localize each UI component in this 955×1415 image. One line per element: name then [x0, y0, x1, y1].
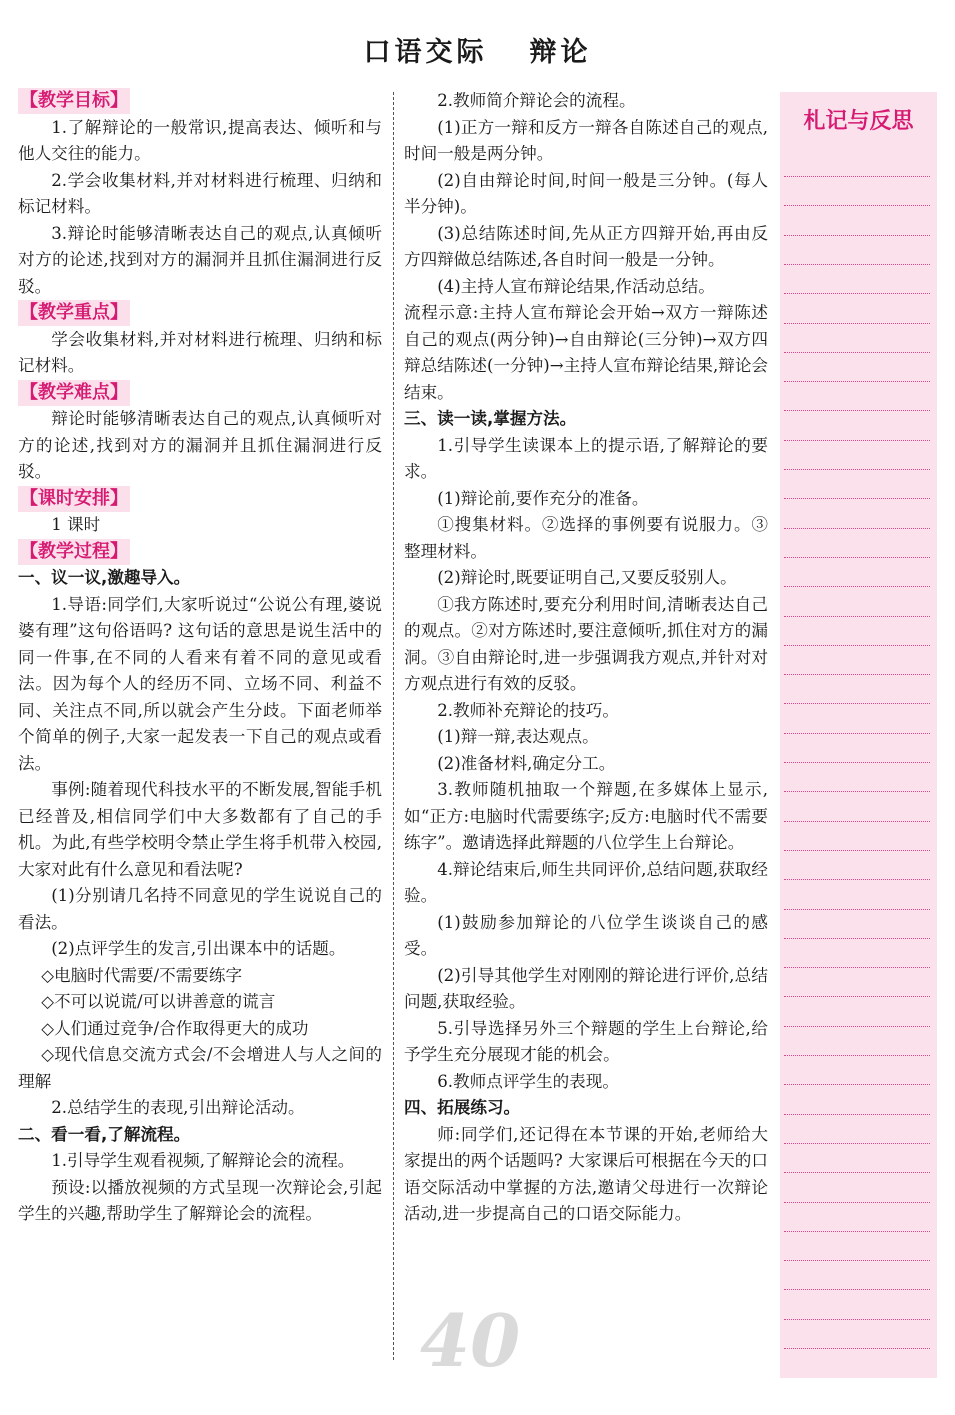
- subheading: 三、读一读,掌握方法。: [404, 409, 577, 428]
- paragraph: 学会收集材料,并对材料进行梳理、归纳和标记材料。: [18, 329, 382, 375]
- paragraph: (1)鼓励参加辩论的八位学生谈谈自己的感受。: [404, 912, 768, 958]
- left-column: [18, 88, 382, 1228]
- subheading: 一、议一议,激趣导入。: [18, 568, 191, 587]
- paragraph: 2.教师简介辩论会的流程。: [437, 91, 636, 110]
- paragraph: (2)自由辩论时间,时间一般是三分钟。(每人半分钟)。: [404, 170, 768, 216]
- paragraph: 事例:随着现代科技水平的不断发展,智能手机已经普及,相信同学们中大多数都有了自己的手机。为此,有些学校明令禁止学生将手机带入校园,大家对此有什么意见和看法呢?: [18, 780, 382, 879]
- notes-writing-line: [784, 235, 930, 236]
- paragraph: (2)辩论时,既要证明自己,又要反驳别人。: [437, 568, 737, 587]
- notes-writing-line: [784, 381, 930, 382]
- notes-writing-line: [784, 323, 930, 324]
- notes-writing-line: [784, 440, 930, 441]
- notes-writing-line: [784, 293, 930, 294]
- notes-writing-line: [784, 1084, 930, 1085]
- paragraph: 6.教师点评学生的表现。: [437, 1071, 619, 1091]
- section-heading-goals: 【教学目标】: [18, 88, 382, 115]
- notes-writing-line: [784, 733, 930, 734]
- paragraph: 1.引导学生观看视频,了解辩论会的流程。: [51, 1151, 355, 1170]
- paragraph: 流程示意:主持人宣布辩论会开始→双方一辩陈述自己的观点(两分钟)→自由辩论(三分钟)→双方四辩总结陈述(一分钟)→主持人宣布辩论结果,辩论会结束。: [404, 303, 768, 402]
- notes-writing-line: [784, 1231, 930, 1232]
- notes-writing-line: [784, 791, 930, 792]
- title-part-2: 辩论: [529, 37, 592, 68]
- notes-writing-line: [784, 528, 930, 529]
- paragraph: 1.导语:同学们,大家听说过“公说公有理,婆说婆有理”这句俗语吗? 这句话的意思是说生活中的同一件事,在不同的人看来有着不同的意见或看法。因为每个人的经历不同、立场不同、利益不同、关注点不同,所以就会产生分歧。下面老师举个简单的例子,大家一起发表一下自己的观点或看法。: [18, 594, 382, 773]
- page-title: [0, 30, 955, 69]
- topic-item: ◇现代信息交流方式会/不会增进人与人之间的理解: [18, 1045, 382, 1091]
- paragraph: (1)辩一辩,表达观点。: [437, 727, 599, 746]
- notes-writing-line: [784, 703, 930, 704]
- notes-writing-line: [784, 850, 930, 851]
- notes-writing-line: [784, 1348, 930, 1349]
- notes-sidebar-title: 札记与反思: [803, 109, 914, 134]
- notes-writing-line: [784, 967, 930, 968]
- paragraph: 2.总结学生的表现,引出辩论活动。: [51, 1098, 305, 1117]
- paragraph: ①我方陈述时,要充分利用时间,清晰表达自己的观点。②对方陈述时,要注意倾听,抓住对方的漏洞。③自由辩论时,进一步强调我方观点,并针对对方观点进行有效的反驳。: [404, 594, 768, 693]
- notes-writing-line: [784, 557, 930, 558]
- notes-writing-line: [784, 1055, 930, 1056]
- topic-item: ◇人们通过竞争/合作取得更大的成功: [41, 1018, 309, 1038]
- page-number: 40: [420, 1298, 521, 1383]
- paragraph: (1)辩论前,要作充分的准备。: [437, 488, 649, 508]
- notes-writing-line: [784, 1289, 930, 1290]
- notes-writing-line: [784, 1114, 930, 1115]
- notes-writing-line: [784, 674, 930, 675]
- paragraph: 1.了解辩论的一般常识,提高表达、倾听和与他人交往的能力。: [18, 117, 382, 163]
- notes-writing-line: [784, 996, 930, 997]
- notes-sidebar: [780, 92, 937, 1378]
- paragraph: 2.教师补充辩论的技巧。: [437, 700, 619, 720]
- paragraph: 5.引导选择另外三个辩题的学生上台辩论,给予学生充分展现才能的机会。: [404, 1018, 768, 1064]
- section-heading-key-points: 【教学重点】: [18, 300, 382, 327]
- paragraph: 4.辩论结束后,师生共同评价,总结问题,获取经验。: [404, 859, 768, 905]
- paragraph: (1)正方一辩和反方一辩各自陈述自己的观点,时间一般是两分钟。: [404, 117, 768, 163]
- notes-writing-line: [784, 879, 930, 880]
- topic-item: ◇不可以说谎/可以讲善意的谎言: [41, 992, 276, 1011]
- paragraph: (2)准备材料,确定分工。: [437, 753, 616, 773]
- paragraph: (3)总结陈述时间,先从正方四辩开始,再由反方四辩做总结陈述,各自时间一般是一分钟。: [404, 223, 768, 269]
- notes-writing-line: [784, 264, 930, 265]
- notes-writing-line: [784, 938, 930, 939]
- section-heading-process: 【教学过程】: [18, 539, 382, 566]
- notes-writing-line: [784, 821, 930, 822]
- notes-writing-line: [784, 1319, 930, 1320]
- topic-item: ◇电脑时代需要/不需要练字: [41, 965, 243, 985]
- notes-writing-line: [784, 176, 930, 177]
- notes-writing-line: [784, 1143, 930, 1144]
- notes-writing-line: [784, 909, 930, 910]
- notes-writing-line: [784, 1172, 930, 1173]
- notes-writing-line: [784, 1202, 930, 1203]
- notes-writing-line: [784, 616, 930, 617]
- notes-writing-line: [784, 410, 930, 411]
- paragraph: 2.学会收集材料,并对材料进行梳理、归纳和标记材料。: [18, 170, 382, 216]
- notes-writing-line: [784, 352, 930, 353]
- middle-column: [404, 88, 768, 1228]
- paragraph: ①搜集材料。②选择的事例要有说服力。③整理材料。: [404, 515, 768, 561]
- paragraph: (2)点评学生的发言,引出课本中的话题。: [51, 939, 346, 958]
- title-part-1: 口语交际: [363, 37, 488, 68]
- paragraph: 辩论时能够清晰表达自己的观点,认真倾听对方的论述,找到对方的漏洞并且抓住漏洞进行反驳。: [18, 409, 382, 481]
- column-divider: [393, 92, 394, 1360]
- notes-writing-line: [784, 762, 930, 763]
- paragraph: 3.教师随机抽取一个辩题,在多媒体上显示,如“正方:电脑时代需要练字;反方:电脑时代不需要练字”。邀请选择此辩题的八位学生上台辩论。: [404, 780, 768, 852]
- subheading: 二、看一看,了解流程。: [18, 1124, 191, 1144]
- paragraph: 1.引导学生读课本上的提示语,了解辩论的要求。: [404, 435, 768, 481]
- notes-writing-line: [784, 586, 930, 587]
- notes-writing-line: [784, 469, 930, 470]
- notes-writing-line: [784, 645, 930, 646]
- paragraph: (1)分别请几名持不同意见的学生说说自己的看法。: [18, 886, 382, 932]
- paragraph: 师:同学们,还记得在本节课的开始,老师给大家提出的两个话题吗? 大家课后可根据在今天的口语交际活动中掌握的方法,邀请父母进行一次辩论活动,进一步提高自己的口语交际能力。: [404, 1124, 768, 1223]
- notes-writing-line: [784, 1260, 930, 1261]
- notes-writing-line: [784, 498, 930, 499]
- section-heading-difficulties: 【教学难点】: [18, 380, 382, 407]
- paragraph: (4)主持人宣布辩论结果,作活动总结。: [437, 276, 715, 296]
- subheading: 四、拓展练习。: [404, 1098, 521, 1117]
- notes-writing-line: [784, 1026, 930, 1027]
- paragraph: 预设:以播放视频的方式呈现一次辩论会,引起学生的兴趣,帮助学生了解辩论会的流程。: [18, 1177, 382, 1223]
- paragraph: (2)引导其他学生对刚刚的辩论进行评价,总结问题,获取经验。: [404, 965, 768, 1011]
- section-heading-schedule: 【课时安排】: [18, 486, 382, 513]
- paragraph: 1 课时: [51, 515, 101, 534]
- notes-writing-line: [784, 205, 930, 206]
- paragraph: 3.辩论时能够清晰表达自己的观点,认真倾听对方的论述,找到对方的漏洞并且抓住漏洞进行反驳。: [18, 223, 382, 296]
